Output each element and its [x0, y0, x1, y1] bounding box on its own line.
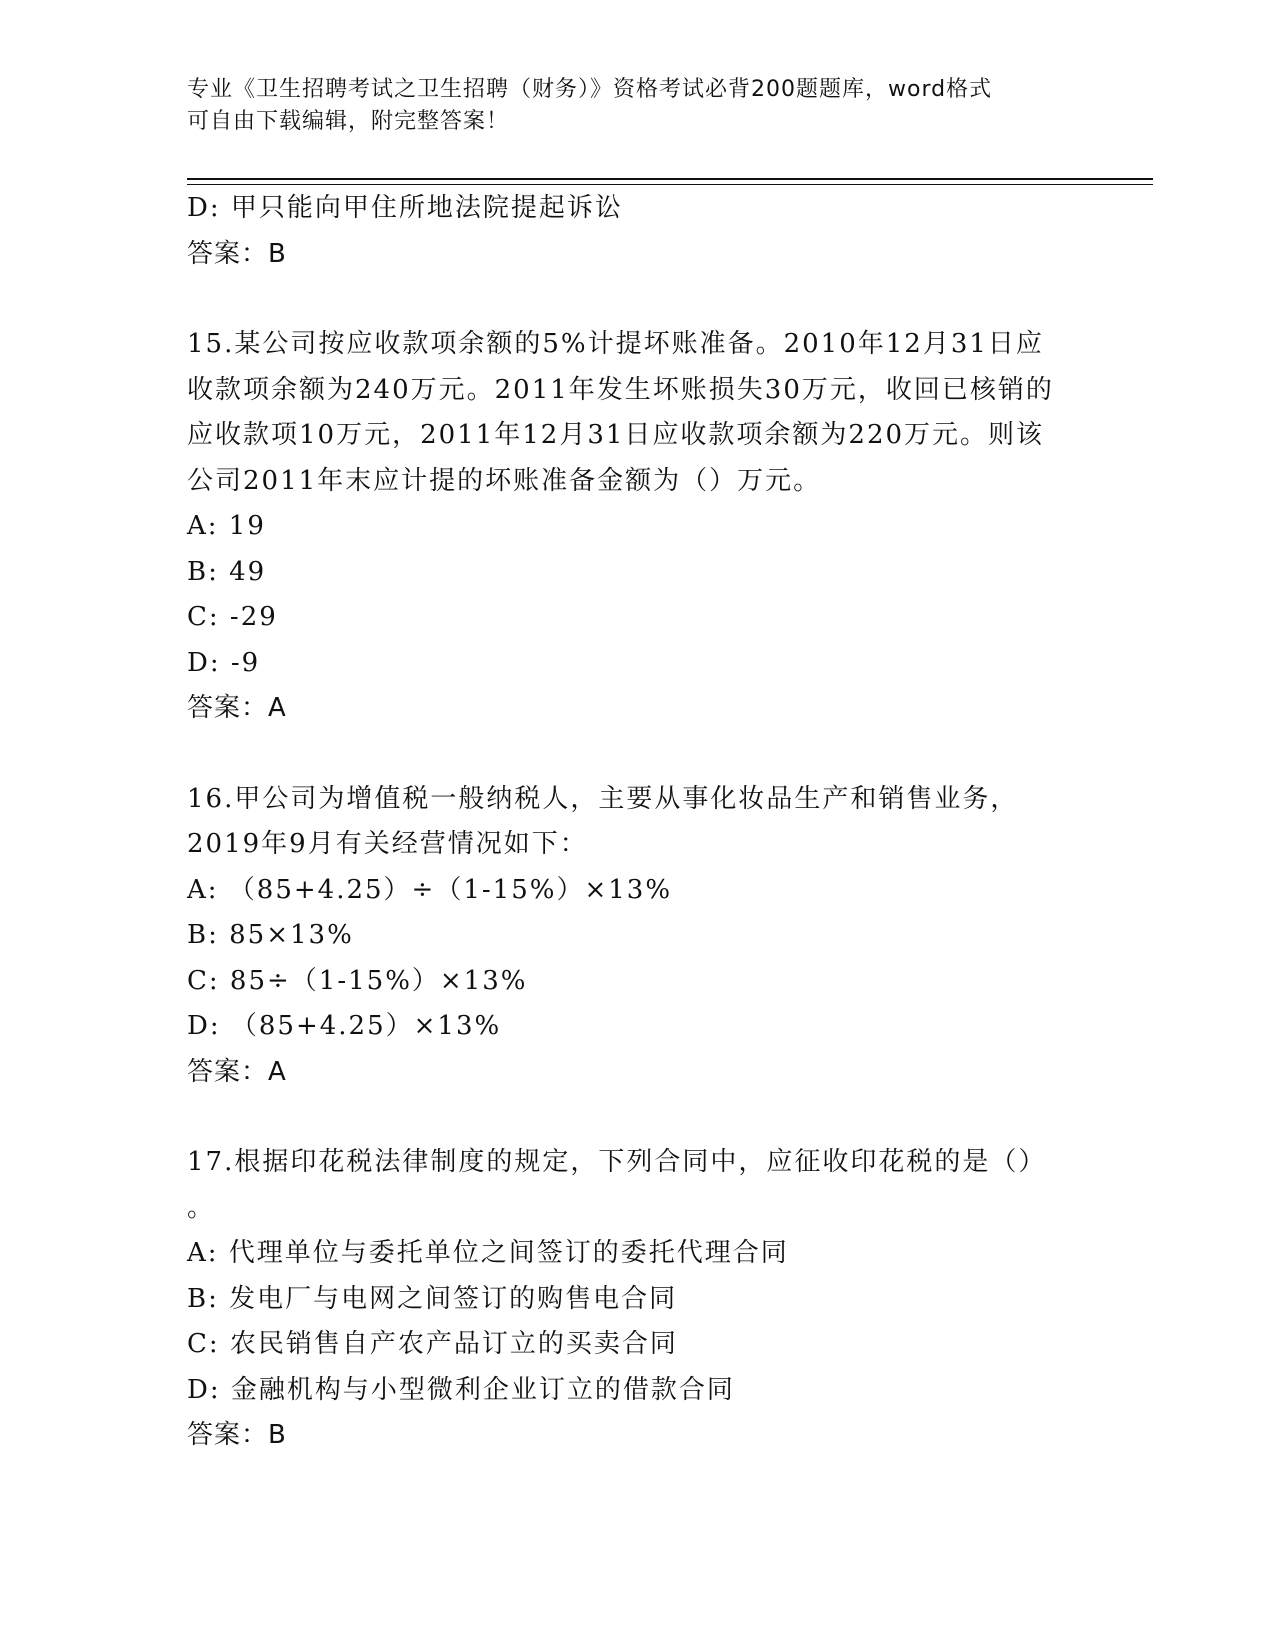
option-b: B: 49 [187, 556, 267, 587]
stem-line: 收款项余额为240万元。2011年发生坏账损失30万元，收回已核销的 [187, 374, 1054, 405]
stem-line: 应收款项10万元，2011年12月31日应收款项余额为220万元。则该 [187, 420, 1045, 450]
question-list [187, 186, 1087, 1459]
option-d: D: -9 [187, 647, 261, 678]
spacer [187, 732, 1087, 777]
header-rule-top [187, 178, 1153, 180]
stem-line: 公司2011年末应计提的坏账准备金额为（）万元。 [187, 465, 822, 496]
stem-line: 2019年9月有关经营情况如下： [187, 829, 588, 859]
option-c: C: -29 [187, 602, 278, 632]
answer: 答案：A [187, 1056, 287, 1087]
header-rule-bottom [187, 184, 1153, 185]
option-c: C: 农民销售自产农产品订立的买卖合同 [187, 1329, 678, 1359]
question-16 [187, 777, 1087, 1096]
question-stem [187, 322, 1087, 504]
option-b: B: 发电厂与电网之间签订的购售电合同 [187, 1283, 678, 1314]
option-a: A: 代理单位与委托单位之间签订的委托代理合同 [187, 1238, 789, 1268]
document-header [187, 74, 1067, 138]
answer: 答案：A [187, 693, 287, 723]
answer: 答案：B [187, 238, 287, 269]
question-stem [187, 1140, 1087, 1231]
stem-line: 15.某公司按应收款项余额的5%计提坏账准备。2010年12月31日应 [187, 329, 1044, 359]
option-c: C: 85÷（1-15%）×13% [187, 965, 528, 996]
question-14 [187, 186, 1087, 277]
question-stem [187, 777, 1087, 868]
question-17 [187, 1140, 1087, 1459]
header-line-2: 可自由下载编辑，附完整答案！ [187, 109, 510, 134]
option-a: A: （85+4.25）÷（1-15%）×13% [187, 874, 673, 905]
header-line-1: 专业《卫生招聘考试之卫生招聘（财务）》资格考试必背200题题库，word格式 [187, 77, 993, 102]
option-d: D: 金融机构与小型微利企业订立的借款合同 [187, 1374, 735, 1405]
spacer [187, 1095, 1087, 1140]
spacer [187, 277, 1087, 322]
option-a: A: 19 [187, 511, 266, 541]
answer: 答案：B [187, 1420, 287, 1450]
question-15 [187, 322, 1087, 732]
stem-line: 16.甲公司为增值税一般纳税人，主要从事化妆品生产和销售业务， [187, 783, 1019, 814]
option-d: D: 甲只能向甲住所地法院提起诉讼 [187, 193, 623, 223]
option-b: B: 85×13% [187, 920, 354, 950]
stem-line: 17.根据印花税法律制度的规定，下列合同中，应征收印花税的是（） [187, 1147, 1047, 1177]
stem-line: 。 [187, 1192, 216, 1223]
option-d: D: （85+4.25）×13% [187, 1011, 502, 1041]
